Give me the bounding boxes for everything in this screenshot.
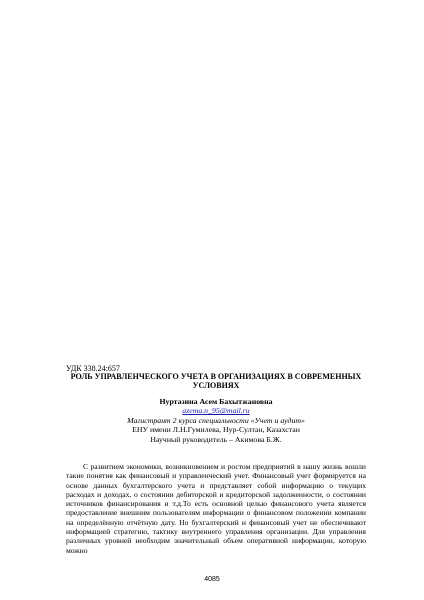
author-affiliation: ЕНУ имени Л.Н.Гумилева, Нур-Султан, Казахстан (132, 425, 300, 435)
udk-code: УДК 338.24:657 (66, 364, 120, 373)
article-title: РОЛЬ УПРАВЛЕНЧЕСКОГО УЧЕТА В ОРГАНИЗАЦИЯХ В СОВРЕМЕННЫХ УСЛОВИЯХ (70, 372, 362, 390)
author-name: Нуртазина Асем Бахытжановна (159, 397, 273, 406)
author-block (66, 397, 366, 444)
body-paragraph: С развитием экономики, возникновением и ростом предприятий в нашу жизнь вошли такие понятия как финансовый и управленческий учет. Финансовый учет формируется на основе данных бухгалтерского учета и представляет собой информацию о текущих расходах и доходах, о состоянии дебиторской и кредиторской задолженности, о состоянии источников финансирования и т.д.То есть основной целью финансового учета является предоставление внешним пользователям информации о финансовом положении компании на определённую отчётную дату. Но бухгалтерский и финансовый учет не обеспечивают информацией стратегию, тактику внутреннего управления организации. Для управления различных уровней необходим значительный объем оперативной информации, которую можно (66, 462, 366, 555)
author-position: Магистрант 2 курса специальности «Учет и аудит» (127, 415, 305, 425)
scientific-supervisor: Научный руководитель – Акимова Б.Ж. (150, 434, 282, 444)
author-email-link[interactable]: azema.n_95@mail.ru (182, 406, 250, 416)
page-number: 4085 (204, 576, 220, 583)
